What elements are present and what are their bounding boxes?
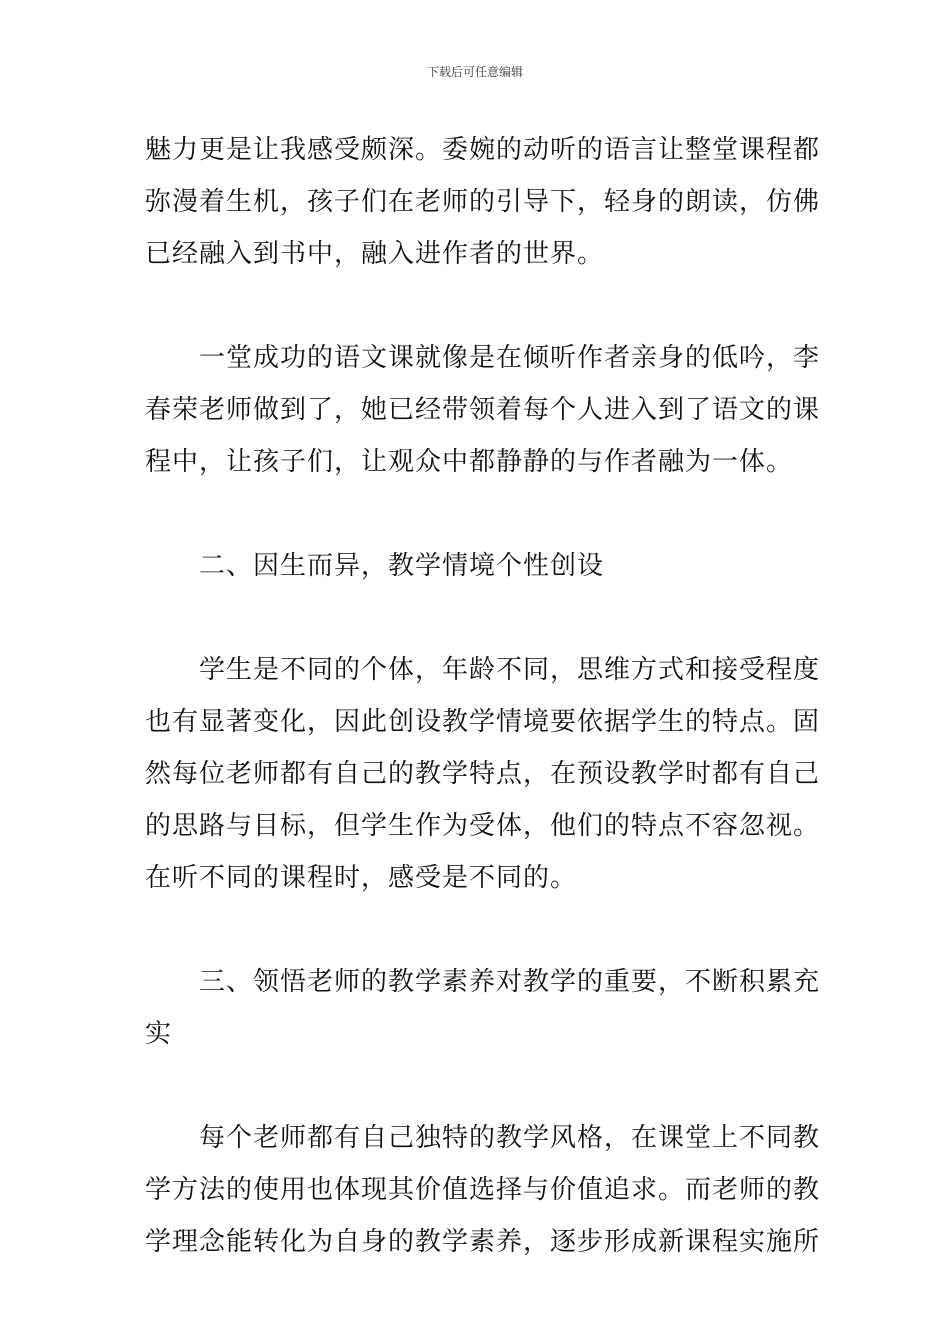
paragraph xyxy=(145,644,821,904)
paragraph-gap xyxy=(145,280,807,332)
text-line: 已经融入到书中，融入进作者的世界。 xyxy=(145,239,605,269)
paragraph-gap xyxy=(145,592,807,644)
text-line: 每个老师都有自己独特的教学风格，在课堂上不同教 xyxy=(199,1123,821,1153)
paragraph-gap xyxy=(145,1060,807,1112)
text-line: 魅力更是让我感受颇深。委婉的动听的语言让整堂课程都 xyxy=(145,135,821,165)
text-line: 也有显著变化，因此创设教学情境要依据学生的特点。固 xyxy=(145,707,821,737)
text-line: 然每位老师都有自己的教学特点，在预设教学时都有自己 xyxy=(145,759,821,789)
text-line: 二、因生而异，教学情境个性创设 xyxy=(199,551,605,581)
text-line: 在听不同的课程时，感受是不同的。 xyxy=(145,863,578,893)
paragraph-gap xyxy=(145,488,807,540)
text-line: 程中，让孩子们，让观众中都静静的与作者融为一体。 xyxy=(145,447,794,477)
paragraph xyxy=(145,1112,821,1268)
document-body xyxy=(145,124,821,1268)
text-line: 学理念能转化为自身的教学素养，逐步形成新课程实施所 xyxy=(145,1227,821,1257)
text-line: 弥漫着生机，孩子们在老师的引导下，轻身的朗读，仿佛 xyxy=(145,187,821,217)
text-line: 学方法的使用也体现其价值选择与价值追求。而老师的教 xyxy=(145,1175,821,1205)
paragraph-gap xyxy=(145,904,807,956)
text-line: 的思路与目标，但学生作为受体，他们的特点不容忽视。 xyxy=(145,811,821,841)
section-heading xyxy=(145,540,807,592)
text-line: 一堂成功的语文课就像是在倾听作者亲身的低吟，李 xyxy=(199,343,821,373)
paragraph xyxy=(145,332,821,488)
paragraph xyxy=(145,124,821,280)
text-line: 实 xyxy=(145,1019,173,1049)
section-heading xyxy=(145,956,821,1060)
text-line: 三、领悟老师的教学素养对教学的重要，不断积累充 xyxy=(199,967,821,997)
page-header: 下载后可任意编辑 xyxy=(426,65,523,79)
text-line: 学生是不同的个体，年龄不同，思维方式和接受程度 xyxy=(199,655,821,685)
text-line: 春荣老师做到了，她已经带领着每个人进入到了语文的课 xyxy=(145,395,821,425)
